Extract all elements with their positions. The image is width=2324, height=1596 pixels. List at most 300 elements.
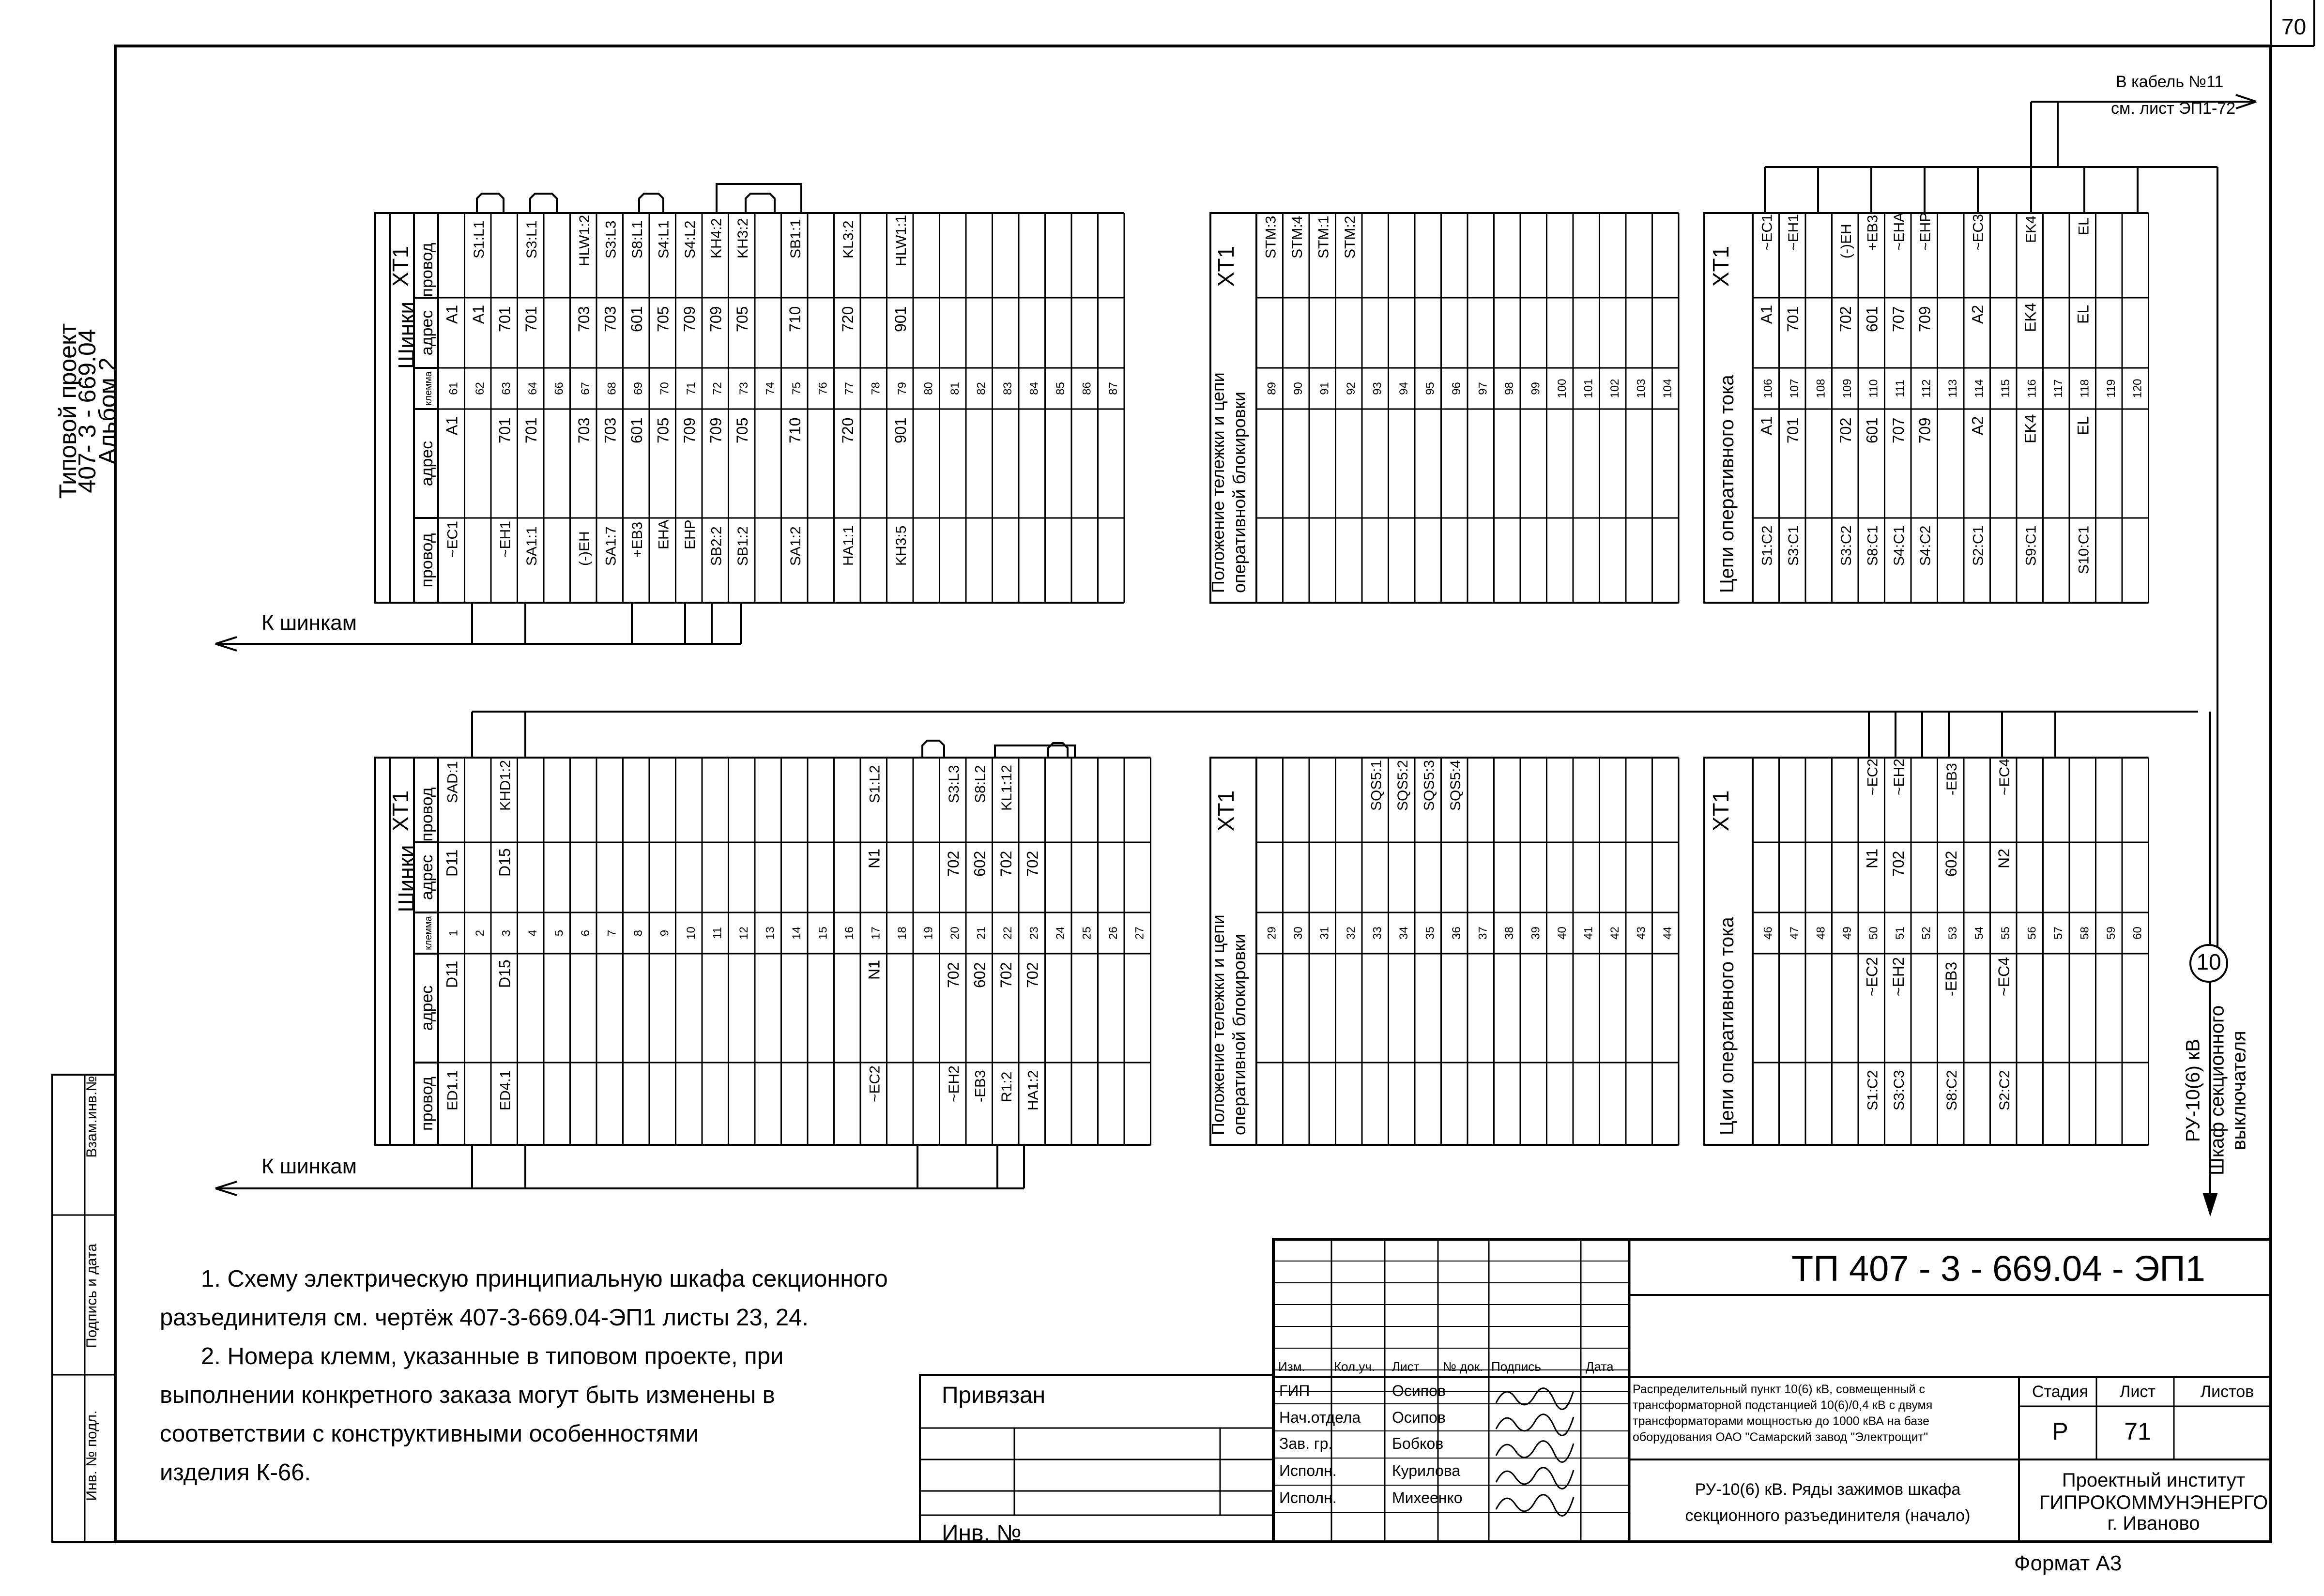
upper-left-terminal-73: 73 bbox=[737, 382, 750, 395]
lower-mid-terminal-32: 32 bbox=[1344, 927, 1358, 940]
lower-left-terminal-22: 22 bbox=[1001, 927, 1014, 940]
lower-right-terminal-55: 55 bbox=[1999, 927, 2012, 940]
rev-header-1: Кол.уч. bbox=[1334, 1359, 1376, 1374]
upper-right-addr-r-109: 702 bbox=[1836, 306, 1854, 332]
lower-legend-wire-r-left: провод bbox=[418, 787, 436, 842]
stage-label: Стадия bbox=[2032, 1383, 2088, 1401]
role-1: ГИП bbox=[1279, 1382, 1310, 1399]
upper-right-terminal-110: 110 bbox=[1867, 379, 1881, 398]
lower-left-terminal-18: 18 bbox=[895, 927, 909, 940]
lower-mid-wire-r-33: SQS5:1 bbox=[1368, 760, 1385, 811]
lower-left-addr-r-21: 602 bbox=[971, 851, 989, 877]
lower-mid-terminal-43: 43 bbox=[1635, 927, 1648, 940]
upper-left-addr-r-79: 901 bbox=[891, 306, 909, 332]
lower-left-wire-r-20: S3:L3 bbox=[946, 765, 962, 803]
lower-mid-title-2: оперативной блокировки bbox=[1229, 934, 1249, 1135]
upper-mid-wire-r-91: STM:1 bbox=[1315, 215, 1332, 258]
upper-mid-title-2: оперативной блокировки bbox=[1229, 392, 1249, 593]
upper-left-addr-l-64: 701 bbox=[522, 417, 540, 443]
upper-mid-terminal-100: 100 bbox=[1555, 379, 1569, 398]
lower-right-terminal-49: 49 bbox=[1840, 927, 1854, 940]
upper-legend-xt1-left: XT1 bbox=[388, 245, 413, 287]
upper-right-wire-r-109: (-)EH bbox=[1838, 224, 1854, 258]
upper-left-addr-r-63: 701 bbox=[496, 306, 514, 332]
lower-right-terminal-52: 52 bbox=[1920, 927, 1933, 940]
upper-left-wire-l-75: SA1:2 bbox=[787, 526, 804, 566]
lower-left-addr-l-22: 702 bbox=[997, 962, 1015, 988]
org-line-3: г. Иваново bbox=[2107, 1513, 2200, 1534]
rev-header-0: Изм. bbox=[1278, 1359, 1305, 1374]
upper-left-addr-l-73: 705 bbox=[733, 417, 751, 443]
upper-left-addr-l-75: 710 bbox=[786, 417, 804, 443]
upper-right-wire-r-106: ~EC1 bbox=[1759, 214, 1775, 251]
upper-mid-terminal-96: 96 bbox=[1450, 382, 1463, 395]
upper-left-terminal-75: 75 bbox=[790, 382, 803, 395]
frame-cell-replaced-inv: Взам.инв.№ bbox=[84, 1076, 100, 1158]
lower-right-addr-l-55: ~EC4 bbox=[1995, 957, 2013, 996]
project-desc-4: оборудования ОАО "Самарский завод "Электрощит" bbox=[1633, 1430, 1928, 1444]
project-desc-2: трансформаторной подстанцией 10(6)/0,4 кВ с двумя bbox=[1633, 1398, 1933, 1412]
sheet-title-1: РУ-10(6) кВ. Ряды зажимов шкафа bbox=[1695, 1480, 1961, 1499]
lower-left-terminal-2: 2 bbox=[473, 929, 487, 937]
upper-left-terminal-83: 83 bbox=[1001, 382, 1014, 395]
lower-left-terminal-6: 6 bbox=[579, 929, 592, 937]
lower-right-addr-l-50: ~EC2 bbox=[1863, 957, 1881, 996]
upper-left-wire-r-68: S3:L3 bbox=[603, 220, 619, 258]
upper-left-wire-l-70: EHA bbox=[656, 519, 672, 549]
lower-left-terminal-7: 7 bbox=[605, 929, 619, 937]
upper-right-wire-l-111: S4:C1 bbox=[1891, 525, 1907, 566]
upper-left-wire-r-67: HLW1:2 bbox=[576, 214, 593, 266]
lower-left-addr-r-1: D11 bbox=[443, 849, 461, 877]
lower-left-wire-l-22: R1:2 bbox=[998, 1071, 1015, 1102]
lower-left-terminal-16: 16 bbox=[842, 927, 856, 940]
upper-right-wire-r-114: ~EC3 bbox=[1970, 214, 1987, 251]
sheets-label: Листов bbox=[2200, 1383, 2254, 1401]
lower-legend-xt1-left: XT1 bbox=[388, 790, 413, 832]
lower-left-wire-l-17: ~EC2 bbox=[867, 1065, 883, 1102]
upper-left-addr-r-70: 705 bbox=[654, 306, 672, 332]
lower-left-addr-r-20: 702 bbox=[944, 851, 962, 877]
upper-left-terminal-77: 77 bbox=[842, 382, 856, 395]
upper-right-addr-l-107: 701 bbox=[1784, 417, 1802, 443]
upper-mid-wire-r-92: STM:2 bbox=[1342, 215, 1358, 258]
lower-left-wire-l-3: ED4.1 bbox=[497, 1070, 514, 1110]
lower-right-terminal-46: 46 bbox=[1761, 927, 1775, 940]
note-2-line-2: выполнении конкретного заказа могут быть изменены в bbox=[160, 1382, 775, 1408]
upper-left-terminal-82: 82 bbox=[975, 382, 988, 395]
upper-right-terminal-112: 112 bbox=[1920, 379, 1933, 398]
lower-mid-terminal-31: 31 bbox=[1318, 927, 1331, 940]
upper-left-addr-l-63: 701 bbox=[496, 417, 514, 443]
destination-line-1: РУ-10(6) кВ bbox=[2182, 1038, 2204, 1142]
upper-mid-terminal-89: 89 bbox=[1265, 382, 1279, 395]
project-title-line-3: Альбом 2 bbox=[94, 357, 121, 465]
project-title-line-1: Типовой проект bbox=[54, 323, 81, 499]
lower-right-addr-r-55: N2 bbox=[1995, 849, 2013, 868]
upper-right-terminal-111: 111 bbox=[1893, 380, 1907, 397]
upper-right-wire-l-110: S8:C1 bbox=[1865, 525, 1881, 566]
upper-right-addr-r-107: 701 bbox=[1784, 306, 1802, 332]
upper-left-addr-l-67: 703 bbox=[575, 417, 593, 443]
upper-left-wire-l-77: HA1:1 bbox=[840, 525, 856, 566]
note-2-line-1: 2. Номера клемм, указанные в типовом проекте, при bbox=[201, 1343, 784, 1369]
lower-right-terminal-47: 47 bbox=[1788, 927, 1801, 940]
upper-right-terminal-107: 107 bbox=[1788, 379, 1801, 398]
upper-left-wire-r-70: S4:L1 bbox=[656, 220, 672, 258]
upper-left-wire-r-77: KL3:2 bbox=[840, 220, 856, 258]
lower-left-terminal-3: 3 bbox=[500, 929, 513, 937]
project-desc-1: Распределительный пункт 10(6) кВ, совмещенный с bbox=[1633, 1383, 1926, 1396]
rev-header-5: Дата bbox=[1586, 1359, 1614, 1374]
lower-left-terminal-10: 10 bbox=[684, 927, 698, 940]
note-2-line-4: изделия К-66. bbox=[160, 1459, 311, 1486]
lower-legend-addr-l-left: адрес bbox=[418, 985, 436, 1031]
lower-left-wire-r-1: SAD:1 bbox=[444, 761, 461, 803]
upper-jumper-0 bbox=[477, 194, 504, 213]
upper-left-terminal-69: 69 bbox=[631, 382, 645, 395]
lower-right-wire-l-50: S1:C2 bbox=[1865, 1070, 1881, 1110]
upper-left-addr-l-72: 709 bbox=[707, 417, 725, 443]
role-2: Нач.отдела bbox=[1279, 1409, 1361, 1426]
upper-mid-terminal-90: 90 bbox=[1291, 382, 1305, 395]
upper-left-addr-l-70: 705 bbox=[654, 417, 672, 443]
lower-right-terminal-57: 57 bbox=[2051, 927, 2065, 940]
upper-right-addr-l-110: 601 bbox=[1863, 417, 1881, 443]
lower-left-addr-l-1: D11 bbox=[443, 960, 461, 988]
rev-header-3: № док. bbox=[1443, 1359, 1483, 1374]
lower-right-addr-r-53: 602 bbox=[1942, 851, 1960, 877]
lower-left-wire-r-17: S1:L2 bbox=[867, 765, 883, 803]
upper-left-terminal-74: 74 bbox=[764, 382, 777, 395]
upper-left-addr-l-69: 601 bbox=[627, 417, 645, 443]
lower-left-terminal-15: 15 bbox=[816, 927, 830, 940]
lower-right-wire-r-51: ~EH2 bbox=[1891, 759, 1907, 795]
upper-left-wire-r-79: HLW1:1 bbox=[893, 214, 909, 266]
upper-left-addr-r-68: 703 bbox=[601, 306, 619, 332]
upper-left-terminal-62: 62 bbox=[473, 382, 487, 395]
upper-left-wire-l-69: +EB3 bbox=[629, 521, 645, 558]
upper-right-terminal-114: 114 bbox=[1972, 379, 1986, 398]
lower-right-terminal-58: 58 bbox=[2078, 927, 2092, 940]
upper-right-addr-r-116: EK4 bbox=[2021, 303, 2039, 332]
lower-left-addr-r-22: 702 bbox=[997, 851, 1015, 877]
lower-mid-terminal-42: 42 bbox=[1608, 927, 1621, 940]
upper-right-addr-l-112: 709 bbox=[1916, 417, 1934, 443]
upper-left-terminal-84: 84 bbox=[1027, 382, 1041, 395]
lower-left-terminal-20: 20 bbox=[948, 927, 962, 940]
upper-left-wire-r-73: KH3:2 bbox=[734, 218, 751, 258]
sheet-value: 71 bbox=[2124, 1418, 2151, 1445]
upper-right-addr-r-110: 601 bbox=[1863, 306, 1881, 332]
upper-right-wire-l-112: S4:C2 bbox=[1917, 525, 1934, 566]
lower-left-terminal-11: 11 bbox=[711, 927, 724, 939]
upper-legend-addr-l-left: адрес bbox=[418, 441, 436, 486]
lower-mid-terminal-39: 39 bbox=[1529, 927, 1543, 940]
upper-mid-wire-r-89: STM:3 bbox=[1263, 215, 1279, 258]
destination-circle-label: 10 bbox=[2196, 949, 2221, 974]
role-4: Исполн. bbox=[1279, 1462, 1337, 1479]
lower-mid-terminal-33: 33 bbox=[1371, 927, 1384, 940]
lower-right-terminal-54: 54 bbox=[1972, 927, 1986, 940]
note-1-line-2: разъединителя см. чертёж 407-3-669.04-ЭП1 листы 23, 24. bbox=[160, 1305, 809, 1331]
upper-right-wire-r-111: ~EHA bbox=[1891, 212, 1907, 251]
upper-shinki-title: Шинки bbox=[394, 301, 419, 369]
inv-no-label: Инв. № bbox=[942, 1520, 1022, 1546]
upper-left-terminal-67: 67 bbox=[579, 382, 592, 395]
upper-legend-term-left: клемма bbox=[423, 371, 434, 406]
lower-left-terminal-4: 4 bbox=[526, 929, 539, 937]
lower-left-wire-r-22: KL1:12 bbox=[998, 764, 1015, 811]
lower-mid-terminal-44: 44 bbox=[1661, 927, 1674, 940]
lower-left-wire-l-20: ~EH2 bbox=[946, 1065, 962, 1102]
lower-left-terminal-23: 23 bbox=[1027, 927, 1041, 940]
upper-right-terminal-108: 108 bbox=[1814, 379, 1828, 398]
lower-left-addr-r-23: 702 bbox=[1024, 851, 1041, 877]
lower-right-terminal-60: 60 bbox=[2131, 927, 2144, 940]
lower-jumper-2 bbox=[995, 745, 1075, 758]
lower-mid-wire-r-35: SQS5:3 bbox=[1421, 760, 1437, 811]
lower-mid-title-1: Положение тележки и цепи bbox=[1208, 914, 1228, 1135]
lower-left-addr-r-17: N1 bbox=[865, 849, 883, 868]
project-desc-3: трансформаторами мощностью до 1000 кВА на базе bbox=[1633, 1414, 1930, 1428]
upper-left-wire-l-63: ~EH1 bbox=[497, 521, 514, 558]
stage-value: Р bbox=[2052, 1418, 2068, 1445]
upper-left-terminal-81: 81 bbox=[948, 382, 962, 395]
upper-right-xt1: XT1 bbox=[1708, 245, 1733, 287]
upper-left-wire-r-64: S3:L1 bbox=[523, 220, 540, 258]
upper-jumper-3 bbox=[746, 194, 775, 213]
upper-left-terminal-72: 72 bbox=[711, 382, 724, 395]
destination-arrowhead bbox=[2203, 1194, 2217, 1215]
lower-right-wire-r-55: ~EC4 bbox=[1996, 759, 2013, 795]
lower-shinki-title: Шинки bbox=[394, 845, 419, 912]
name-4: Курилова bbox=[1392, 1462, 1461, 1479]
upper-right-addr-r-111: 707 bbox=[1889, 306, 1907, 332]
lower-right-terminal-50: 50 bbox=[1867, 927, 1881, 940]
lower-left-addr-l-17: N1 bbox=[865, 960, 883, 980]
lower-mid-terminal-29: 29 bbox=[1265, 927, 1279, 940]
lower-right-wire-l-51: S3:C3 bbox=[1891, 1070, 1907, 1110]
name-5: Михеенко bbox=[1392, 1489, 1463, 1506]
upper-mid-terminal-99: 99 bbox=[1529, 382, 1543, 395]
lower-mid-terminal-35: 35 bbox=[1423, 927, 1437, 940]
upper-mid-terminal-97: 97 bbox=[1476, 382, 1490, 395]
upper-left-addr-l-71: 709 bbox=[680, 417, 698, 443]
upper-left-addr-r-62: A1 bbox=[469, 304, 487, 324]
upper-mid-terminal-94: 94 bbox=[1397, 382, 1410, 395]
lower-legend-addr-r-left: адрес bbox=[418, 854, 436, 900]
upper-right-addr-l-109: 702 bbox=[1836, 417, 1854, 443]
upper-right-addr-l-114: A2 bbox=[1969, 416, 1987, 435]
rev-header-2: Лист bbox=[1392, 1359, 1420, 1374]
org-line-2: ГИПРОКОММУНЭНЕРГО bbox=[2039, 1492, 2268, 1513]
upper-right-terminal-106: 106 bbox=[1761, 379, 1775, 398]
upper-left-terminal-87: 87 bbox=[1106, 382, 1120, 395]
lower-left-terminal-17: 17 bbox=[869, 927, 883, 940]
upper-left-addr-r-67: 703 bbox=[575, 306, 593, 332]
destination-line-2: Шкаф секционного bbox=[2206, 1005, 2228, 1175]
upper-mid-title-1: Положение тележки и цепи bbox=[1208, 372, 1228, 593]
lower-right-wire-r-53: -EB3 bbox=[1943, 763, 1960, 795]
lower-mid-xt1: XT1 bbox=[1213, 790, 1238, 832]
upper-left-terminal-71: 71 bbox=[684, 382, 698, 395]
lower-mid-terminal-40: 40 bbox=[1555, 927, 1569, 940]
upper-left-wire-l-64: SA1:1 bbox=[523, 526, 540, 566]
lower-left-terminal-13: 13 bbox=[764, 927, 777, 940]
role-3: Зав. гр. bbox=[1279, 1435, 1333, 1452]
upper-left-addr-r-69: 601 bbox=[627, 306, 645, 332]
upper-left-addr-r-61: A1 bbox=[443, 304, 461, 324]
upper-left-terminal-85: 85 bbox=[1054, 382, 1067, 395]
lower-right-title: Цепи оперативного тока bbox=[1716, 917, 1738, 1135]
upper-left-terminal-64: 64 bbox=[526, 382, 539, 395]
lower-left-wire-r-21: S8:L2 bbox=[972, 765, 989, 803]
upper-left-wire-l-73: SB1:2 bbox=[734, 526, 751, 566]
role-5: Исполн. bbox=[1279, 1489, 1337, 1506]
upper-right-addr-l-111: 707 bbox=[1889, 417, 1907, 443]
lower-jumper-1 bbox=[922, 741, 944, 758]
upper-jumper-1 bbox=[530, 194, 557, 213]
upper-left-terminal-68: 68 bbox=[605, 382, 619, 395]
lower-right-wire-l-53: S8:C2 bbox=[1943, 1070, 1960, 1110]
lower-right-addr-l-53: -EB3 bbox=[1942, 961, 1960, 996]
upper-legend-wire-r-left: провод bbox=[418, 243, 436, 297]
lower-legend-wire-l-left: провод bbox=[418, 1077, 436, 1131]
lower-right-terminal-48: 48 bbox=[1814, 927, 1828, 940]
cable-note-line-1: В кабель №11 bbox=[2116, 73, 2224, 91]
upper-mid-terminal-103: 103 bbox=[1635, 379, 1648, 398]
lower-left-wire-l-23: HA1:2 bbox=[1025, 1070, 1041, 1110]
upper-mid-terminal-91: 91 bbox=[1318, 382, 1331, 395]
lower-left-addr-l-23: 702 bbox=[1024, 962, 1041, 988]
upper-left-terminal-79: 79 bbox=[895, 382, 909, 395]
name-1: Осипов bbox=[1392, 1382, 1446, 1399]
upper-right-wire-r-107: ~EH1 bbox=[1785, 214, 1802, 251]
lower-left-terminal-8: 8 bbox=[631, 929, 645, 937]
upper-right-wire-l-114: S2:C1 bbox=[1970, 525, 1987, 566]
to-buses-label-lower: К шинкам bbox=[261, 1155, 357, 1178]
upper-left-wire-l-68: SA1:7 bbox=[603, 526, 619, 566]
upper-right-wire-r-112: ~EHP bbox=[1917, 212, 1934, 251]
upper-left-addr-r-75: 710 bbox=[786, 306, 804, 332]
lower-right-terminal-51: 51 bbox=[1893, 927, 1907, 940]
lower-right-terminal-53: 53 bbox=[1946, 927, 1959, 940]
lower-left-terminal-25: 25 bbox=[1080, 927, 1094, 940]
lower-left-terminal-9: 9 bbox=[658, 929, 672, 937]
upper-left-wire-r-71: S4:L2 bbox=[682, 220, 698, 258]
upper-mid-terminal-93: 93 bbox=[1371, 382, 1384, 395]
lower-left-terminal-21: 21 bbox=[975, 927, 988, 940]
lower-left-addr-l-20: 702 bbox=[944, 962, 962, 988]
upper-left-addr-r-77: 720 bbox=[839, 306, 856, 332]
upper-right-wire-r-110: +EB3 bbox=[1865, 214, 1881, 251]
privyazan-label: Привязан bbox=[942, 1383, 1046, 1408]
lower-left-terminal-12: 12 bbox=[737, 927, 750, 940]
lower-left-terminal-24: 24 bbox=[1054, 927, 1067, 940]
upper-mid-terminal-104: 104 bbox=[1661, 379, 1674, 398]
upper-right-wire-l-116: S9:C1 bbox=[2023, 525, 2039, 566]
upper-mid-terminal-98: 98 bbox=[1502, 382, 1516, 395]
lower-left-addr-l-3: D15 bbox=[496, 959, 514, 988]
lower-left-wire-r-3: KHD1:2 bbox=[497, 760, 514, 811]
doc-code: ТП 407 - 3 - 669.04 - ЭП1 bbox=[1791, 1248, 2205, 1289]
upper-right-title: Цепи оперативного тока bbox=[1716, 375, 1738, 593]
upper-left-wire-r-69: S8:L1 bbox=[629, 220, 645, 258]
lower-right-addr-r-51: 702 bbox=[1889, 851, 1907, 877]
lower-left-addr-l-21: 602 bbox=[971, 962, 989, 988]
upper-right-wire-l-109: S3:C2 bbox=[1838, 525, 1854, 566]
upper-left-addr-r-73: 705 bbox=[733, 306, 751, 332]
upper-right-addr-l-118: EL bbox=[2074, 416, 2092, 435]
upper-left-addr-r-64: 701 bbox=[522, 306, 540, 332]
upper-left-addr-r-71: 709 bbox=[680, 306, 698, 332]
upper-left-terminal-70: 70 bbox=[658, 382, 672, 395]
upper-right-addr-r-114: A2 bbox=[1969, 304, 1987, 324]
upper-right-addr-l-106: A1 bbox=[1758, 416, 1775, 435]
signature-1 bbox=[1496, 1414, 1574, 1436]
lower-left-terminal-27: 27 bbox=[1133, 927, 1147, 940]
lower-mid-terminal-37: 37 bbox=[1476, 927, 1490, 940]
upper-left-terminal-66: 66 bbox=[552, 382, 566, 395]
upper-left-addr-l-77: 720 bbox=[839, 417, 856, 443]
upper-right-terminal-118: 118 bbox=[2078, 379, 2092, 398]
upper-mid-terminal-102: 102 bbox=[1608, 379, 1621, 398]
to-buses-label-upper: К шинкам bbox=[261, 611, 357, 635]
note-1-line-1: 1. Схему электрическую принципиальную шкафа секционного bbox=[201, 1266, 888, 1292]
upper-left-terminal-63: 63 bbox=[500, 382, 513, 395]
lower-left-wire-l-1: ED1.1 bbox=[444, 1070, 461, 1110]
lower-left-terminal-19: 19 bbox=[922, 927, 935, 940]
upper-left-wire-l-67: (-)EH bbox=[576, 531, 593, 566]
upper-left-terminal-61: 61 bbox=[447, 382, 460, 395]
frame-cell-signature-date: Подпись и дата bbox=[84, 1244, 100, 1348]
lower-mid-terminal-36: 36 bbox=[1450, 927, 1463, 940]
note-2-line-3: соответствии с конструктивными особенностями bbox=[160, 1421, 699, 1447]
sheet-title-2: секционного разъединителя (начало) bbox=[1685, 1506, 1971, 1525]
upper-right-terminal-119: 119 bbox=[2104, 379, 2118, 398]
upper-mid-terminal-92: 92 bbox=[1344, 382, 1358, 395]
upper-right-wire-r-116: EK4 bbox=[2023, 215, 2039, 243]
upper-left-addr-l-68: 703 bbox=[601, 417, 619, 443]
upper-left-addr-r-72: 709 bbox=[707, 306, 725, 332]
upper-right-wire-r-118: EL bbox=[2076, 217, 2092, 235]
name-3: Бобков bbox=[1392, 1435, 1444, 1452]
upper-left-wire-l-61: ~EC1 bbox=[444, 521, 461, 558]
frame-cell-original-inv: Инв. № подл. bbox=[84, 1410, 100, 1501]
upper-left-wire-l-72: SB2:2 bbox=[708, 526, 725, 566]
upper-right-terminal-113: 113 bbox=[1946, 379, 1959, 398]
lower-right-addr-l-51: ~EH2 bbox=[1889, 957, 1907, 996]
rev-header-4: Подпись bbox=[1491, 1359, 1541, 1374]
lower-right-wire-l-55: S2:C2 bbox=[1996, 1070, 2013, 1110]
upper-right-wire-l-118: S10:C1 bbox=[2076, 525, 2092, 574]
upper-right-terminal-109: 109 bbox=[1840, 379, 1854, 398]
upper-left-addr-l-79: 901 bbox=[891, 417, 909, 443]
lower-left-terminal-26: 26 bbox=[1106, 927, 1120, 940]
lower-left-terminal-1: 1 bbox=[447, 929, 460, 937]
upper-right-addr-r-118: EL bbox=[2074, 304, 2092, 324]
upper-right-terminal-116: 116 bbox=[2025, 379, 2039, 398]
upper-legend-wire-l-left: провод bbox=[418, 533, 436, 588]
lower-left-wire-l-21: -EB3 bbox=[972, 1070, 989, 1102]
upper-right-addr-r-112: 709 bbox=[1916, 306, 1934, 332]
upper-right-terminal-120: 120 bbox=[2131, 379, 2144, 398]
upper-right-addr-r-106: A1 bbox=[1758, 304, 1775, 324]
upper-left-wire-l-79: KH3:5 bbox=[893, 525, 909, 566]
sheet-label: Лист bbox=[2120, 1383, 2156, 1401]
upper-left-terminal-78: 78 bbox=[869, 382, 883, 395]
